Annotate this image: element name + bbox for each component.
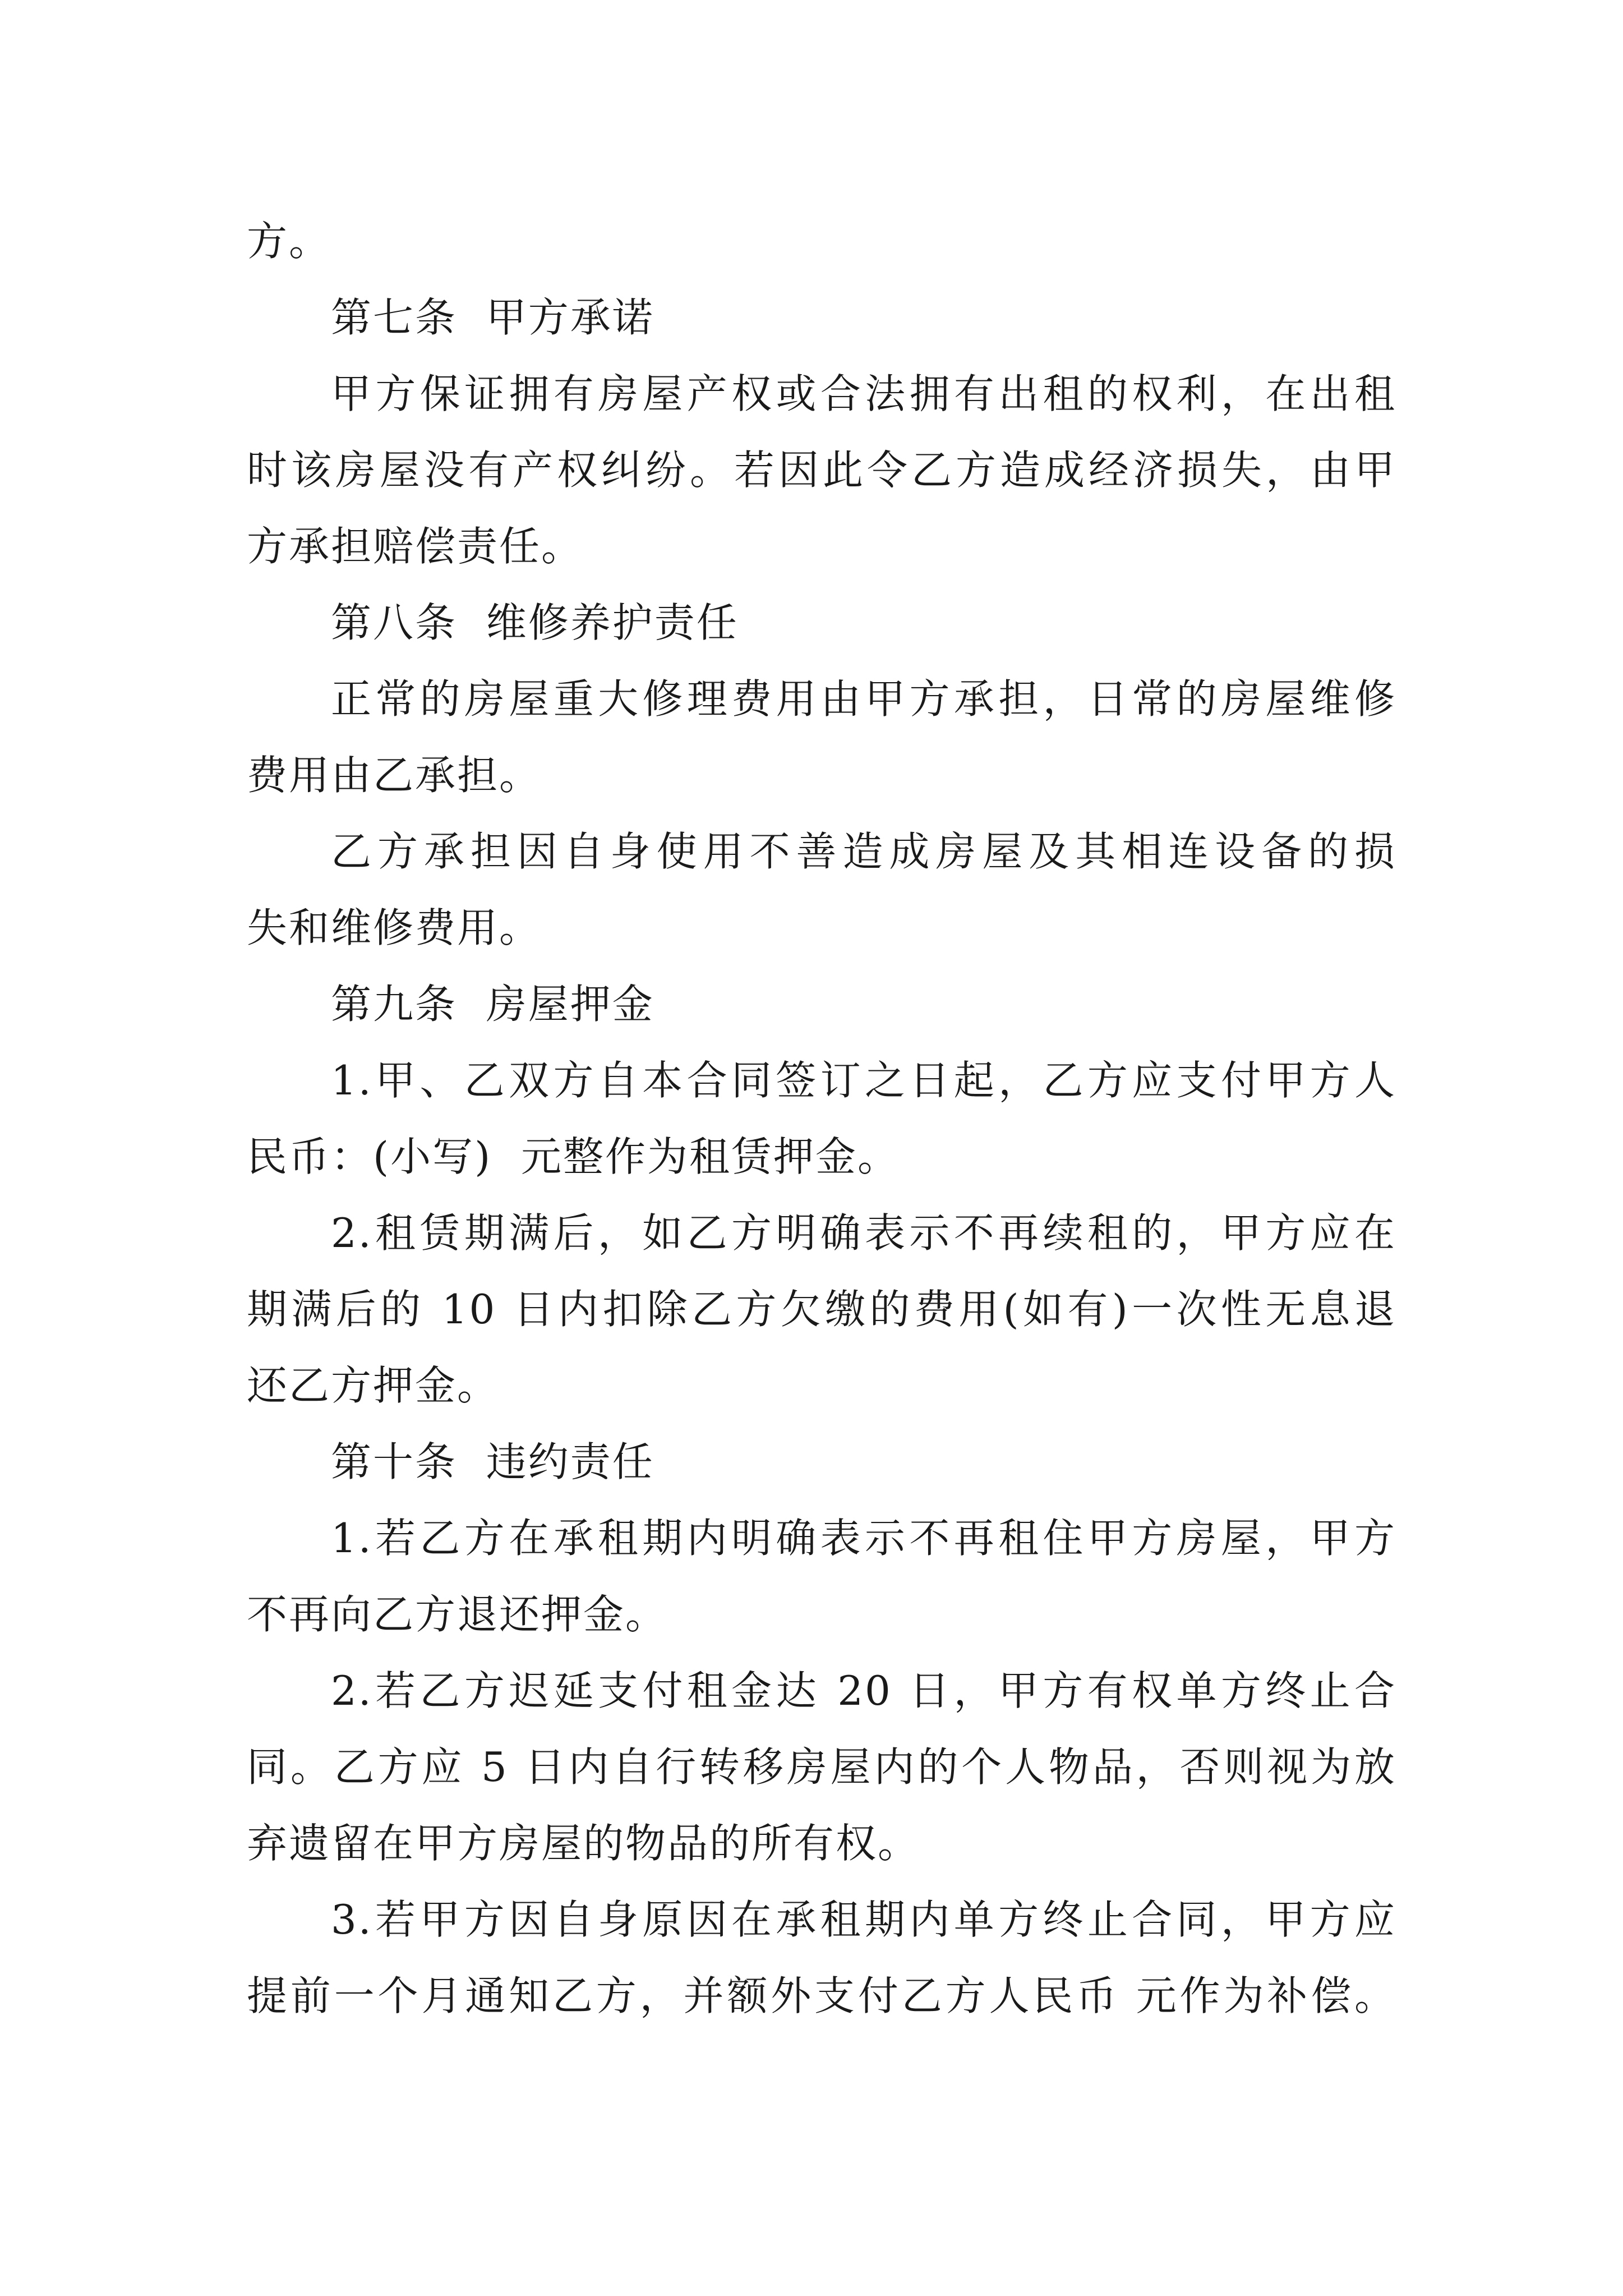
text-line: 第七条 甲方承诺	[331, 294, 654, 341]
text-line: 第九条 房屋押金	[331, 981, 654, 1028]
text-line: 期满后的 10 日内扣除乙方欠缴的费用(如有)一次性无息退	[247, 1286, 1396, 1333]
text-line: 提前一个月通知乙方，并额外支付乙方人民币 元作为补偿。	[247, 1972, 1396, 2019]
text-line: 2.若乙方迟延支付租金达 20 日，甲方有权单方终止合	[331, 1667, 1396, 1714]
text-line: 不再向乙方退还押金。	[247, 1591, 668, 1638]
text-line: 弃遗留在甲方房屋的物品的所有权。	[247, 1820, 920, 1867]
text-line: 乙方承担因自身使用不善造成房屋及其相连设备的损	[331, 828, 1396, 875]
text-line: 还乙方押金。	[247, 1362, 500, 1409]
text-line: 民币：(小写) 元整作为租赁押金。	[247, 1133, 900, 1180]
text-line: 第十条 违约责任	[331, 1438, 654, 1485]
text-line: 方。	[247, 218, 331, 265]
text-line: 甲方保证拥有房屋产权或合法拥有出租的权利，在出租	[331, 370, 1396, 417]
text-line: 正常的房屋重大修理费用由甲方承担，日常的房屋维修	[331, 675, 1396, 723]
contract-body	[247, 203, 1396, 2034]
text-line: 方承担赔偿责任。	[247, 523, 584, 570]
text-line: 同。乙方应 5 日内自行转移房屋内的个人物品，否则视为放	[247, 1743, 1396, 1791]
text-line: 时该房屋没有产权纠纷。若因此令乙方造成经济损失，由甲	[247, 447, 1396, 494]
text-line: 1.甲、乙双方自本合同签订之日起，乙方应支付甲方人	[331, 1057, 1396, 1104]
text-line: 失和维修费用。	[247, 904, 542, 951]
text-line: 费用由乙承担。	[247, 752, 542, 799]
text-line: 第八条 维修养护责任	[331, 599, 739, 646]
text-line: 2.租赁期满后，如乙方明确表示不再续租的，甲方应在	[331, 1209, 1396, 1257]
text-line: 1.若乙方在承租期内明确表示不再租住甲方房屋，甲方	[331, 1515, 1396, 1562]
text-line: 3.若甲方因自身原因在承租期内单方终止合同，甲方应	[331, 1896, 1396, 1943]
